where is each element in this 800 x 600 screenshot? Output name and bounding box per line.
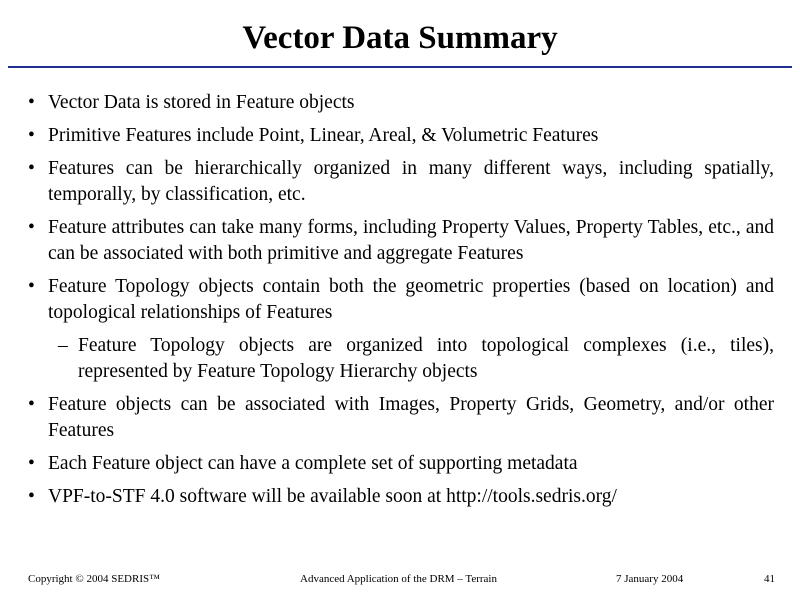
bullet-text: Each Feature object can have a complete set of supporting metadata <box>48 453 578 474</box>
bullet-marker: • <box>28 217 35 238</box>
bullet-marker: • <box>28 276 35 297</box>
bullet-marker: • <box>28 125 35 146</box>
bullet-marker: • <box>28 158 35 179</box>
title-underline <box>8 66 792 68</box>
sub-bullet-text: Feature Topology objects are organized into topological complexes (i.e., tiles), represented by Feature Topology Hierarchy objects <box>78 335 774 382</box>
footer-page-number: 41 <box>764 573 775 585</box>
bullet-text: Features can be hierarchically organized in many different ways, including spatially, temporally, by classification, etc. <box>48 158 774 205</box>
bullet-item <box>28 90 774 116</box>
bullet-item <box>28 274 774 326</box>
bullet-list <box>28 90 774 517</box>
slide-footer <box>0 571 800 587</box>
bullet-item <box>28 451 774 477</box>
bullet-text: VPF-to-STF 4.0 software will be available soon at http://tools.sedris.org/ <box>48 486 617 507</box>
sub-bullet-marker: – <box>58 335 68 356</box>
bullet-marker: • <box>28 453 35 474</box>
footer-presentation-title: Advanced Application of the DRM – Terrain <box>300 573 497 585</box>
bullet-text: Feature attributes can take many forms, including Property Values, Property Tables, etc., and can be associated with both primitive and aggregate Features <box>48 217 774 264</box>
bullet-text: Feature Topology objects contain both the geometric properties (based on location) and topological relationships of Features <box>48 276 774 323</box>
bullet-marker: • <box>28 394 35 415</box>
bullet-text: Vector Data is stored in Feature objects <box>48 92 355 113</box>
bullet-item <box>28 156 774 208</box>
bullet-item <box>28 215 774 267</box>
footer-copyright: Copyright © 2004 SEDRIS™ <box>28 573 160 585</box>
sub-bullet-item <box>28 333 774 385</box>
footer-date: 7 January 2004 <box>616 573 684 585</box>
bullet-item <box>28 484 774 510</box>
slide-title: Vector Data Summary <box>242 20 558 56</box>
bullet-item <box>28 392 774 444</box>
bullet-marker: • <box>28 486 35 507</box>
bullet-text: Feature objects can be associated with Images, Property Grids, Geometry, and/or other Features <box>48 394 774 441</box>
bullet-text: Primitive Features include Point, Linear, Areal, & Volumetric Features <box>48 125 599 146</box>
bullet-marker: • <box>28 92 35 113</box>
bullet-item <box>28 123 774 149</box>
